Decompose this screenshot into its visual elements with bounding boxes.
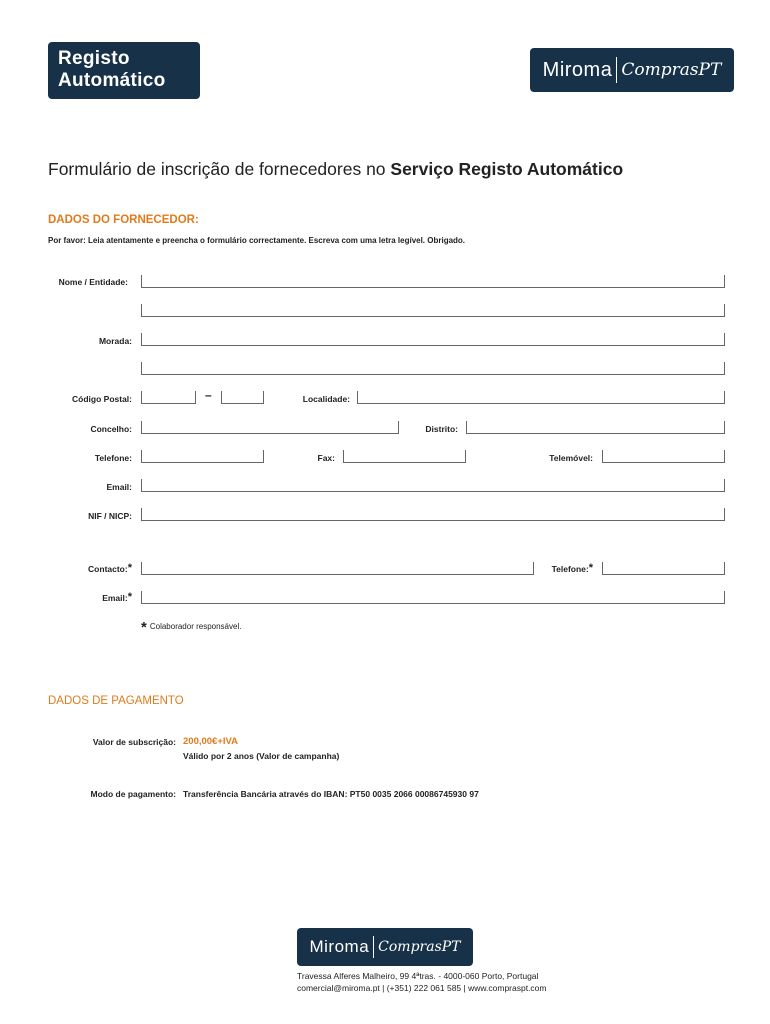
name-label: Nome / Entidade: [58,277,128,287]
county-field[interactable] [141,421,399,434]
page-title-normal: Formulário de inscrição de fornecedores no [48,159,391,179]
contact-label [88,564,132,574]
county-label: Concelho: [90,424,132,434]
nif-label: NIF / NICP: [88,511,132,521]
locality-field[interactable] [357,391,725,404]
note-star: * [141,619,147,636]
phone-field[interactable] [141,450,264,463]
contact-field[interactable] [141,562,534,575]
contact-email-label [102,593,132,603]
footer-logo-miroma-text: Miroma [309,937,370,956]
footer-logo-separator [373,936,374,958]
instructions-text: Por favor: Leia atentamente e preencha o formulário correctamente. Escreva com uma letra legível. Obrigado. [48,236,466,245]
phone-label: Telefone: [94,453,132,463]
subscription-label: Valor de subscrição: [92,737,176,747]
contact-phone-label-text: Telefone: [551,564,589,574]
footer-address [297,970,547,994]
subscription-validity: Válido por 2 anos (Valor de campanha) [183,751,340,761]
contact-phone-field[interactable] [602,562,725,575]
payment-method-value: Transferência Bancária através do IBAN: PT50 0035 2066 00086745930 97 [183,789,479,799]
address-field-line-2[interactable] [141,362,725,375]
note-text: Colaborador responsável. [149,622,242,631]
responsible-note [141,619,241,636]
postal-code-label: Código Postal: [72,394,132,404]
footer-logo [297,928,473,966]
required-mark: * [127,562,132,574]
page-title-bold: Serviço Registo Automático [390,159,624,179]
registo-automatico-badge [48,42,200,99]
name-field[interactable] [141,275,725,288]
address-field[interactable] [141,333,725,346]
fax-label: Fax: [317,453,335,463]
postal-code-dash: – [205,388,212,402]
logo-separator [616,57,617,83]
logo-compraspt-text: ComprasPT [621,60,722,80]
contact-phone-label [552,564,593,574]
footer-contacts-line: comercial@miroma.pt | (+351) 222 061 585 | www.compraspt.com [297,983,547,993]
email-label: Email: [106,482,132,492]
subscription-price: 200,00€+IVA [183,736,239,747]
mobile-field[interactable] [602,450,725,463]
page-title [48,159,623,180]
name-field-line-2[interactable] [141,304,725,317]
required-mark: * [127,591,132,603]
logo-miroma-text: Miroma [542,58,613,81]
supplier-section-heading: DADOS DO FORNECEDOR: [48,214,199,226]
miroma-compraspt-logo [530,48,734,92]
locality-label: Localidade: [302,394,350,404]
district-field[interactable] [466,421,725,434]
payment-method-label: Modo de pagamento: [90,789,176,799]
email-field[interactable] [141,479,725,492]
mobile-label: Telemóvel: [549,453,593,463]
contact-label-text: Contacto: [88,564,128,574]
address-label: Morada: [98,336,132,346]
badge-line-1: Registo [58,48,130,69]
postal-code-field-2[interactable] [221,391,264,404]
footer-address-line: Travessa Alferes Malheiro, 99 4ªtras. - 4000-060 Porto, Portugal [297,971,539,981]
payment-section-heading: DADOS DE PAGAMENTO [48,695,184,707]
district-label: Distrito: [425,424,458,434]
footer-logo-compraspt-text: ComprasPT [378,939,461,955]
badge-line-2: Automático [58,70,166,91]
fax-field[interactable] [343,450,466,463]
required-mark: * [588,562,593,574]
postal-code-field-1[interactable] [141,391,196,404]
nif-field[interactable] [141,508,725,521]
contact-email-label-text: Email: [102,593,128,603]
contact-email-field[interactable] [141,591,725,604]
